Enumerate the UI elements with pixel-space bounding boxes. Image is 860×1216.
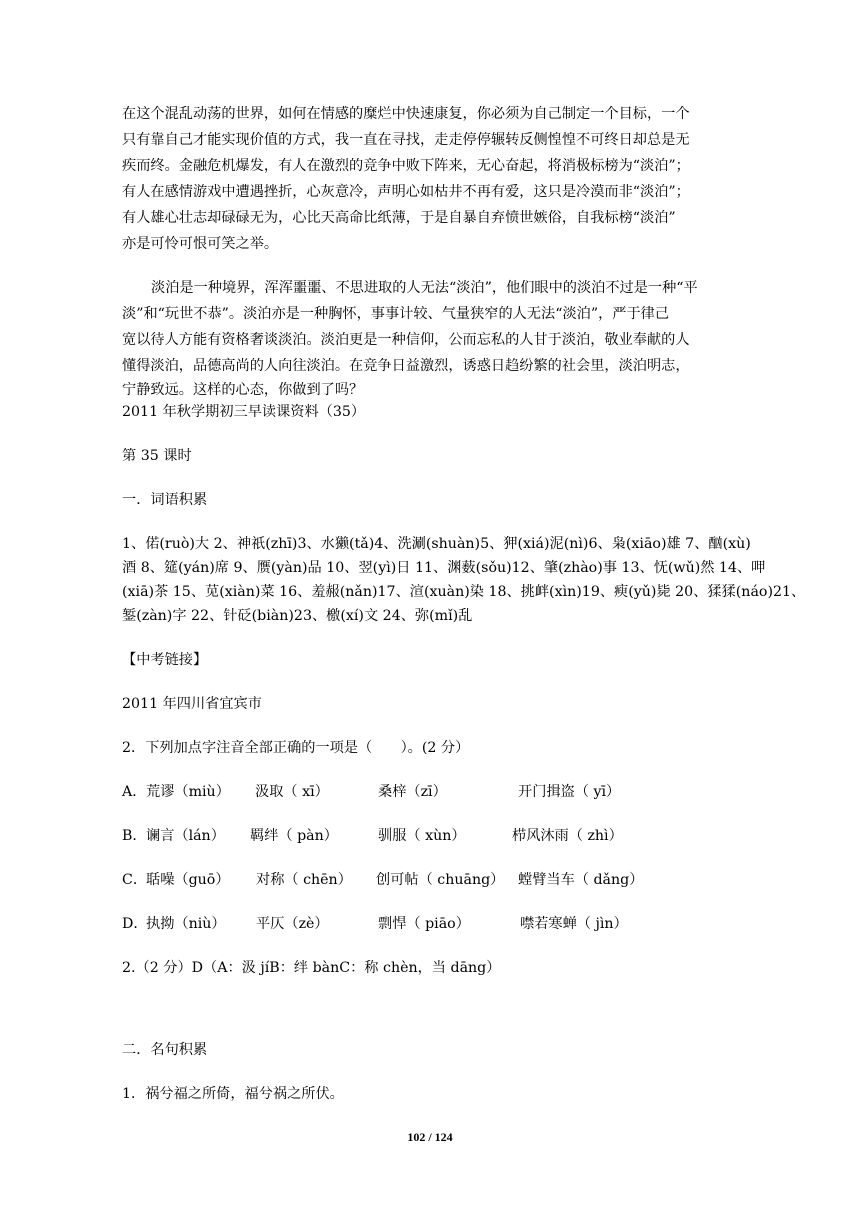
option-item: 汲取（ xī） (255, 784, 329, 800)
paragraph-2-line: 淡泊是一种境界，浑浑噩噩、不思进取的人无法“淡泊”，他们眼中的淡泊不过是一种“平 (151, 280, 698, 296)
option-letter: A． (122, 784, 147, 800)
paragraph-1-line: 疾而终。金融危机爆发，有人在激烈的竞争中败下阵来，无心奋起，将消极标榜为“淡泊”； (122, 158, 690, 174)
option-item: 栉风沐雨（ zhì） (512, 828, 623, 844)
page-number: 102 / 124 (407, 1130, 453, 1144)
option-item: 对称（ chēn） (256, 872, 352, 888)
option-item: 驯服（ xùn） (378, 828, 466, 844)
option-letter: D． (122, 916, 148, 932)
paragraph-1-line: 有人在感情游戏中遭遇挫折，心灰意冷，声明心如枯井不再有爱，这只是冷漠而非“淡泊”； (122, 184, 690, 200)
option-item: 执拗（niù） (146, 916, 226, 932)
option-item: 创可帖（ chuāng） (376, 872, 505, 888)
option-item: 羁绊（ pàn） (250, 828, 338, 844)
option-item: 桑梓（zī） (378, 784, 447, 800)
answer-text: 2.（2 分）D（A：汲 jíB：绊 bànC：称 chèn，当 dāng） (122, 960, 501, 976)
quote-text: 1．祸兮福之所倚，福兮祸之所伏。 (122, 1086, 344, 1102)
exam-source: 2011 年四川省宜宾市 (122, 696, 262, 712)
option-item: 聒噪（guō） (146, 872, 230, 888)
exam-link-heading: 【中考链接】 (122, 652, 208, 668)
option-item: 螳臂当车（ dǎng） (518, 872, 644, 888)
option-item: 噤若寒蝉（ jìn） (520, 916, 628, 932)
vocab-line: (xiā)茶 15、苋(xiàn)菜 16、羞赧(nǎn)17、渲(xuàn)染 18、挑衅(xìn)19、瘐(yǔ)毙 20、猱猱(náo)21、 (122, 584, 806, 600)
option-item: 剽悍（ piāo） (378, 916, 470, 932)
paragraph-1-line: 亦是可怜可恨可笑之举。 (122, 236, 279, 252)
option-letter: B． (122, 828, 147, 844)
paragraph-1-line: 只有靠自己才能实现价值的方式，我一直在寻找，走走停停辗转反侧惶惶不可终日却总是无 (122, 132, 690, 148)
option-item: 荒谬（miù） (146, 784, 230, 800)
option-item: 平仄（zè） (256, 916, 329, 932)
question-text: 2．下列加点字注音全部正确的一项是（ ）。(2 分） (122, 740, 470, 756)
vocab-line: 酒 8、筵(yán)席 9、赝(yàn)品 10、翌(yì)日 11、渊薮(sǒu)12、肇(zhào)事 13、怃(wǔ)然 14、呷 (122, 560, 766, 576)
paragraph-2-line: 懂得淡泊，品德高尚的人向往淡泊。在竞争日益激烈，诱惑日趋纷繁的社会里，淡泊明志， (122, 358, 690, 374)
option-item: 谰言（lán） (146, 828, 225, 844)
paragraph-1-line: 有人雄心壮志却碌碌无为，心比天高命比纸薄，于是自暴自弃愤世嫉俗，自我标榜“淡泊” (122, 210, 676, 226)
paragraph-2-line: 宁静致远。这样的心态，你做到了吗？ (122, 382, 364, 398)
option-item: 开门揖盗（ yī） (518, 784, 621, 800)
paragraph-2-line: 宽以待人方能有资格奢谈淡泊。淡泊更是一种信仰，公而忘私的人甘于淡泊，敬业奉献的人 (122, 332, 690, 348)
document-title: 2011 年秋学期初三早读课资料（35） (122, 404, 366, 420)
paragraph-1-line: 在这个混乱动荡的世界，如何在情感的糜烂中快速康复，你必须为自己制定一个目标，一个 (122, 106, 690, 122)
vocab-line: 錾(zàn)字 22、针砭(biàn)23、檄(xí)文 24、弥(mǐ)乱 (122, 608, 473, 624)
option-letter: C． (122, 872, 148, 888)
lesson-label: 第 35 课时 (122, 448, 192, 464)
section-1-heading: 一．词语积累 (122, 492, 208, 508)
section-2-heading: 二．名句积累 (122, 1042, 208, 1058)
paragraph-2-line: 淡”和“玩世不恭”。淡泊亦是一种胸怀，事事计较、气量狭窄的人无法“淡泊”，严于律己 (122, 306, 670, 322)
vocab-line: 1、偌(ruò)大 2、神祇(zhī)3、水獭(tǎ)4、洗涮(shuàn)5、狎(xiá)泥(nì)6、枭(xiāo)雄 7、酗(xù) (122, 536, 751, 552)
